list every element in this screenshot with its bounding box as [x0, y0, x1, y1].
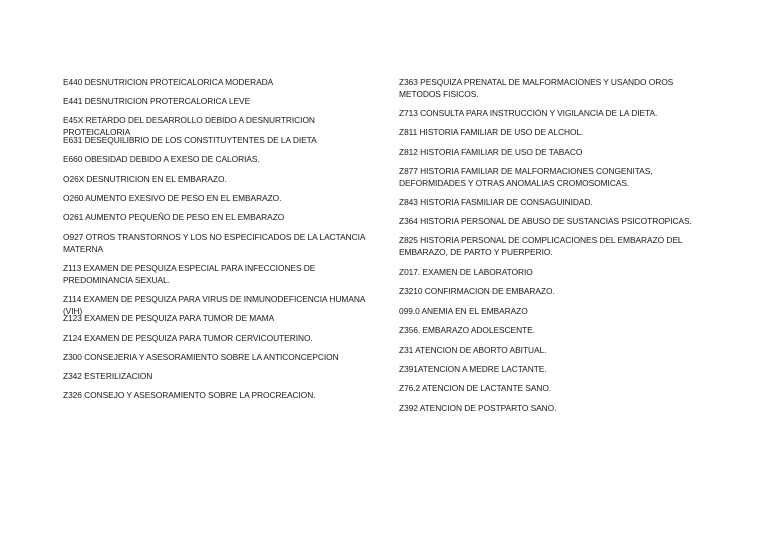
code-entry	[399, 108, 717, 120]
entry-text: Z391ATENCION A MEDRE LACTANTE.	[399, 364, 547, 374]
code-entry	[399, 345, 717, 357]
code-entry	[63, 212, 381, 224]
code-entry	[63, 352, 381, 364]
entry-text: E45X RETARDO DEL DESARROLLO DEBIDO A DESNURTRICION PROTEICALORIA	[63, 115, 315, 137]
code-entry	[63, 135, 381, 147]
entry-text: E660 OBESIDAD DEBIDO A EXESO DE CALORIAS.	[63, 154, 260, 164]
code-entry	[399, 147, 717, 159]
entry-text: Z113 EXAMEN DE PESQUIZA ESPECIAL PARA INFECCIONES DE PREDOMINANCIA SEXUAL.	[63, 263, 316, 285]
entry-text: Z825 HISTORIA PERSONAL DE COMPLICACIONES DEL EMBARAZO DEL EMBARAZO, DE PARTO Y PUERPERIO.	[399, 235, 683, 257]
code-entry	[399, 286, 717, 298]
entry-text: Z76.2 ATENCION DE LACTANTE SANO.	[399, 383, 552, 393]
code-entry	[63, 371, 381, 383]
code-entry	[63, 232, 381, 255]
entry-text: E440 DESNUTRICION PROTEICALORICA MODERADA	[63, 77, 274, 87]
code-entry	[63, 333, 381, 345]
entry-text: Z017. EXAMEN DE LABORATORIO	[399, 267, 533, 277]
entry-text: E631 DESEQUILIBRIO DE LOS CONSTITUYTENTES DE LA DIETA	[63, 135, 317, 145]
entry-text: E441 DESNUTRICION PROTERCALORICA LEVE	[63, 96, 251, 106]
entry-text: Z114 EXAMEN DE PESQUIZA PARA VIRUS DE INMUNODEFICENCIA HUMANA (VIH)	[63, 294, 365, 316]
entry-text: Z356. EMBARAZO ADOLESCENTE.	[399, 325, 535, 335]
code-entry	[63, 77, 381, 89]
entry-text: Z31 ATENCION DE ABORTO ABITUAL.	[399, 345, 547, 355]
entry-text: Z3210 CONFIRMACION DE EMBARAZO.	[399, 286, 555, 296]
entry-text: Z124 EXAMEN DE PESQUIZA PARA TUMOR CERVICOUTERINO.	[63, 333, 313, 343]
code-entry	[399, 383, 717, 395]
entry-text: Z843 HISTORIA FASMILIAR DE CONSAGUINIDAD.	[399, 197, 593, 207]
code-entry	[63, 313, 381, 325]
entry-text: Z392 ATENCION DE POSTPARTO SANO.	[399, 403, 557, 413]
code-entry	[399, 216, 717, 228]
entry-text: Z123 EXAMEN DE PESQUIZA PARA TUMOR DE MAMA	[63, 313, 275, 323]
code-entry	[399, 364, 717, 376]
code-entry	[63, 174, 381, 186]
code-entry	[399, 306, 717, 318]
entry-text: Z364 HISTORIA PERSONAL DE ABUSO DE SUSTANCIAS PSICOTROPICAS.	[399, 216, 692, 226]
code-entry	[63, 193, 381, 205]
entry-text: Z812 HISTORIA FAMILIAR DE USO DE TABACO	[399, 147, 583, 157]
code-entry	[399, 403, 717, 415]
code-entry	[399, 127, 717, 139]
code-entry	[63, 96, 381, 108]
entry-text: 099.0 ANEMIA EN EL EMBARAZO	[399, 306, 528, 316]
code-entry	[399, 235, 717, 258]
code-entry	[63, 263, 381, 286]
code-entry	[399, 166, 717, 189]
entry-text: Z363 PESQUIZA PRENATAL DE MALFORMACIONES Y USANDO OROS METODOS FISICOS.	[399, 77, 674, 99]
entry-text: Z326 CONSEJO Y ASESORAMIENTO SOBRE LA PROCREACION.	[63, 390, 316, 400]
entry-text: Z342 ESTERILIZACION	[63, 371, 153, 381]
code-entry	[399, 197, 717, 209]
code-entry	[63, 154, 381, 166]
code-entry	[399, 267, 717, 279]
entry-text: O260 AUMENTO EXESIVO DE PESO EN EL EMBARAZO.	[63, 193, 282, 203]
entry-text: Z300 CONSEJERIA Y ASESORAMIENTO SOBRE LA ANTICONCEPCION	[63, 352, 339, 362]
entry-text: Z877 HISTORIA FAMILIAR DE MALFORMACIONES CONGENITAS, DEFORMIDADES Y OTRAS ANOMALIAS CROMOSOMICAS.	[399, 166, 653, 188]
entry-text: O261 AUMENTO PEQUEÑO DE PESO EN EL EMBARAZO	[63, 212, 285, 222]
code-entry	[63, 390, 381, 402]
entry-text: Z811 HISTORIA FAMILIAR DE USO DE ALCHOL.	[399, 127, 584, 137]
code-entry	[399, 77, 717, 100]
entry-text: Z713 CONSULTA PARA INSTRUCCIÓN Y VIGILANCIA DE LA DIETA.	[399, 108, 658, 118]
code-entry	[399, 325, 717, 337]
entry-text: O927 OTROS TRANSTORNOS Y LOS NO ESPECIFICADOS DE LA LACTANCIA MATERNA	[63, 232, 365, 254]
entry-text: O26X DESNUTRICION EN EL EMBARAZO.	[63, 174, 227, 184]
